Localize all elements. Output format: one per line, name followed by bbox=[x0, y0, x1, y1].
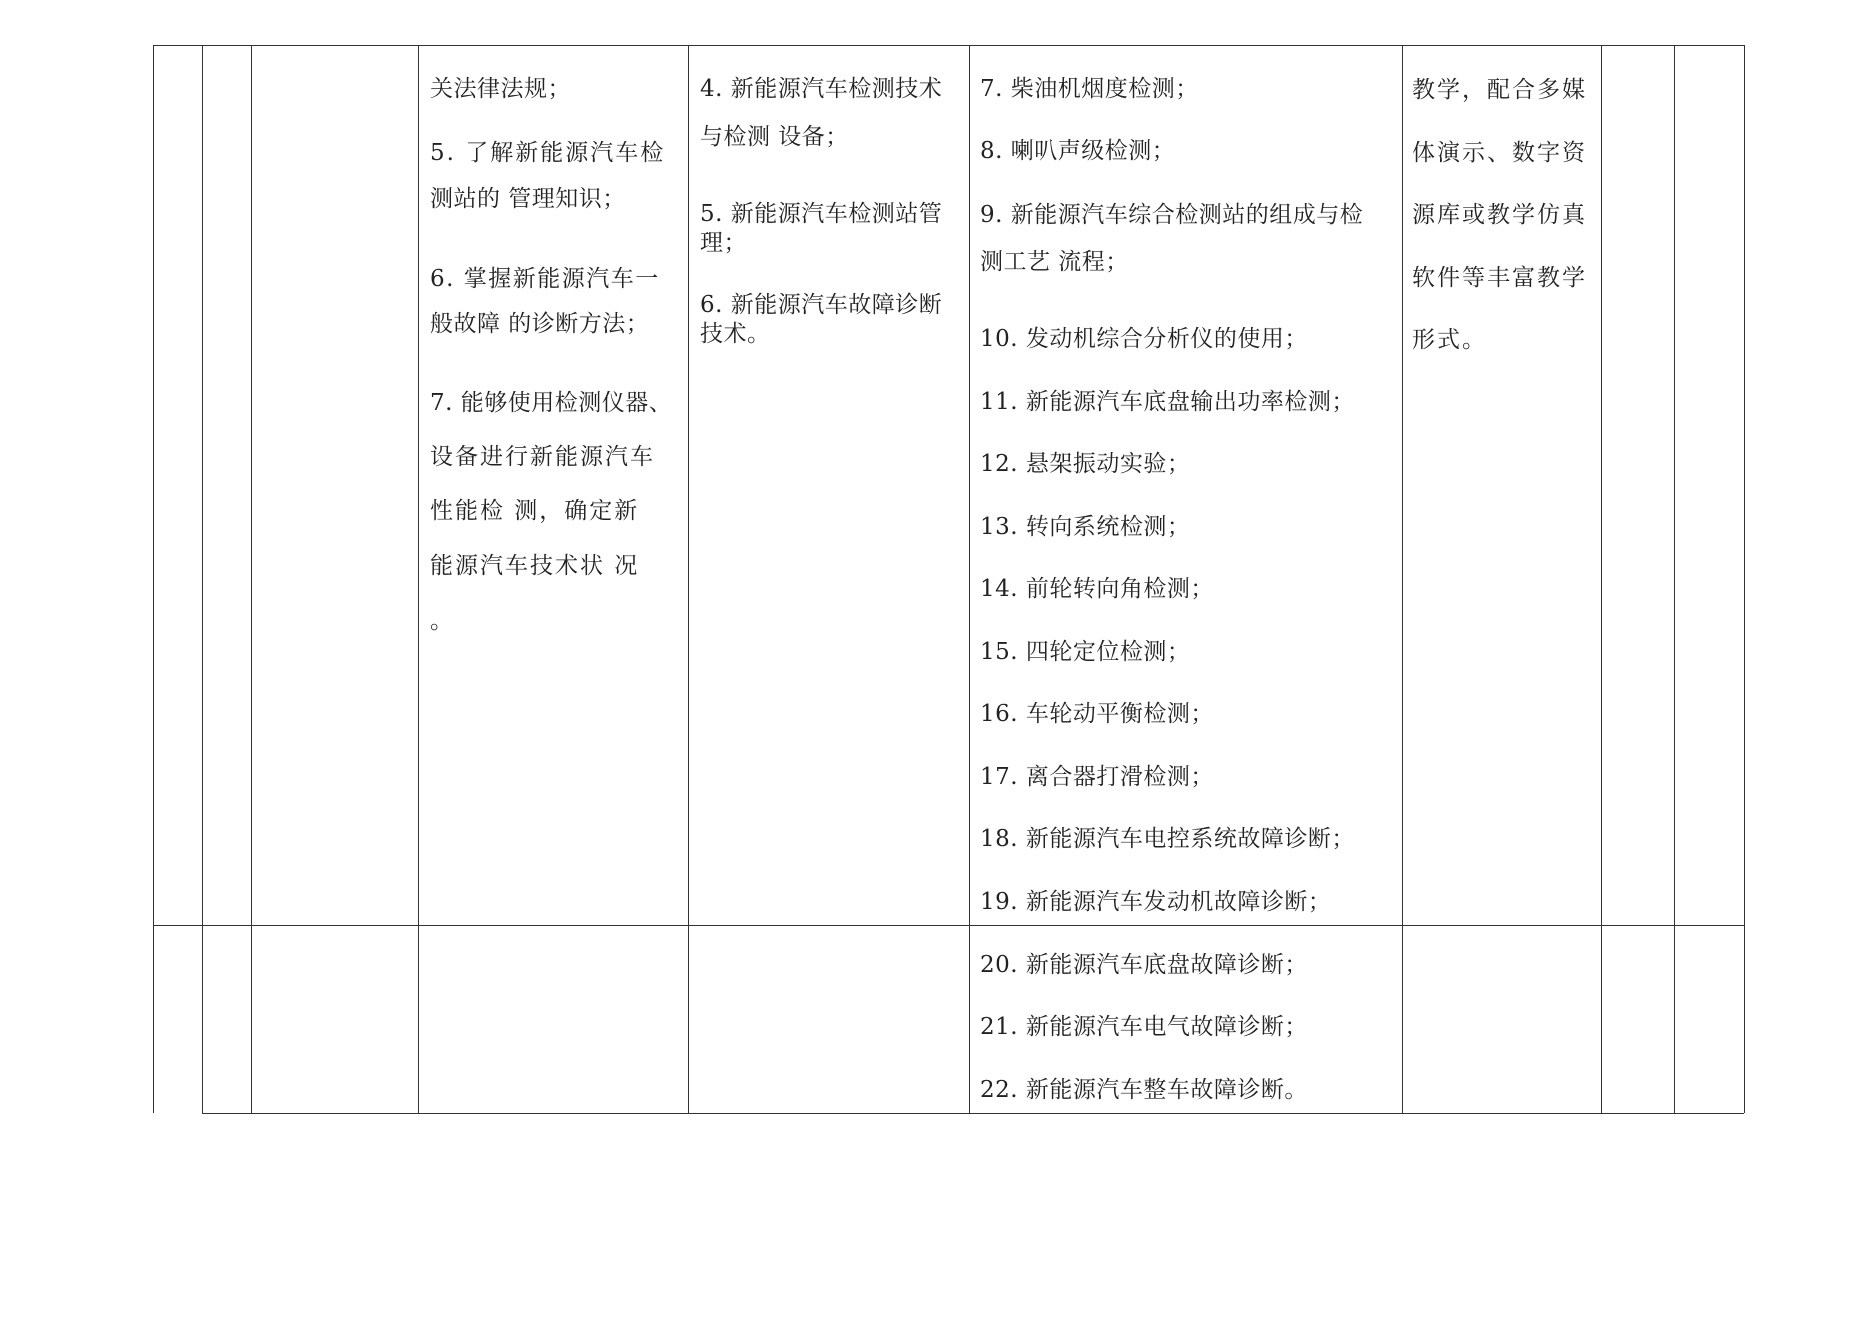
method-text: 体演示、数字资 bbox=[1412, 140, 1587, 166]
task-item: 18. 新能源汽车电控系统故障诊断； bbox=[980, 826, 1355, 852]
content-text: 6. 新能源汽车故障诊断 bbox=[700, 292, 943, 318]
task-item: 22. 新能源汽车整车故障诊断。 bbox=[980, 1077, 1308, 1103]
task-item: 9. 新能源汽车综合检测站的组成与检 bbox=[980, 202, 1364, 228]
task-item: 11. 新能源汽车底盘输出功率检测； bbox=[980, 389, 1355, 415]
task-item: 14. 前轮转向角检测； bbox=[980, 576, 1214, 602]
task-item: 16. 车轮动平衡检测； bbox=[980, 701, 1214, 727]
goals-text: 。 bbox=[430, 608, 454, 634]
table-bottom-border bbox=[202, 1113, 1744, 1114]
task-item: 12. 悬架振动实验； bbox=[980, 451, 1191, 477]
content-text: 与检测 设备； bbox=[700, 124, 849, 150]
content-text: 4. 新能源汽车检测技术 bbox=[700, 76, 943, 102]
goals-text: 测站的 管理知识； bbox=[430, 186, 626, 212]
task-item: 7. 柴油机烟度检测； bbox=[980, 76, 1199, 102]
task-item: 测工艺 流程； bbox=[980, 249, 1129, 275]
goals-text: 6. 掌握新能源汽车一 bbox=[430, 266, 660, 292]
column-border bbox=[688, 45, 689, 1113]
column-border bbox=[153, 45, 154, 1113]
method-text: 形式。 bbox=[1412, 327, 1487, 353]
goals-text: 般故障 的诊断方法； bbox=[430, 311, 650, 337]
task-item: 15. 四轮定位检测； bbox=[980, 639, 1191, 665]
task-item: 8. 喇叭声级检测； bbox=[980, 138, 1176, 164]
goals-text: 性能检 测，确定新 bbox=[430, 498, 640, 524]
content-text: 理； bbox=[700, 230, 747, 256]
column-border bbox=[1674, 45, 1675, 1113]
task-item: 20. 新能源汽车底盘故障诊断； bbox=[980, 952, 1308, 978]
content-text: 5. 新能源汽车检测站管 bbox=[700, 201, 943, 227]
goals-text: 5. 了解新能源汽车检 bbox=[430, 140, 666, 166]
method-text: 源库或教学仿真 bbox=[1412, 202, 1587, 228]
goals-text: 7. 能够使用检测仪器、 bbox=[430, 390, 673, 416]
goals-text: 关法律法规； bbox=[430, 76, 571, 102]
column-border bbox=[1402, 45, 1403, 1113]
task-item: 17. 离合器打滑检测； bbox=[980, 764, 1214, 790]
task-item: 21. 新能源汽车电气故障诊断； bbox=[980, 1014, 1308, 1040]
row-divider bbox=[153, 925, 1744, 926]
column-border bbox=[418, 45, 419, 1113]
column-border bbox=[251, 45, 252, 1113]
task-item: 19. 新能源汽车发动机故障诊断； bbox=[980, 889, 1332, 915]
task-item: 13. 转向系统检测； bbox=[980, 514, 1191, 540]
method-text: 教学，配合多媒 bbox=[1412, 77, 1587, 103]
content-text: 技术。 bbox=[700, 321, 771, 347]
column-border bbox=[1744, 45, 1745, 1113]
method-text: 软件等丰富教学 bbox=[1412, 265, 1587, 291]
task-item: 10. 发动机综合分析仪的使用； bbox=[980, 326, 1308, 352]
goals-text: 设备进行新能源汽车 bbox=[430, 444, 655, 470]
column-border bbox=[1601, 45, 1602, 1113]
column-border bbox=[969, 45, 970, 1113]
table-top-border bbox=[153, 45, 1744, 46]
goals-text: 能源汽车技术状 况 bbox=[430, 553, 640, 579]
column-border bbox=[202, 45, 203, 1113]
